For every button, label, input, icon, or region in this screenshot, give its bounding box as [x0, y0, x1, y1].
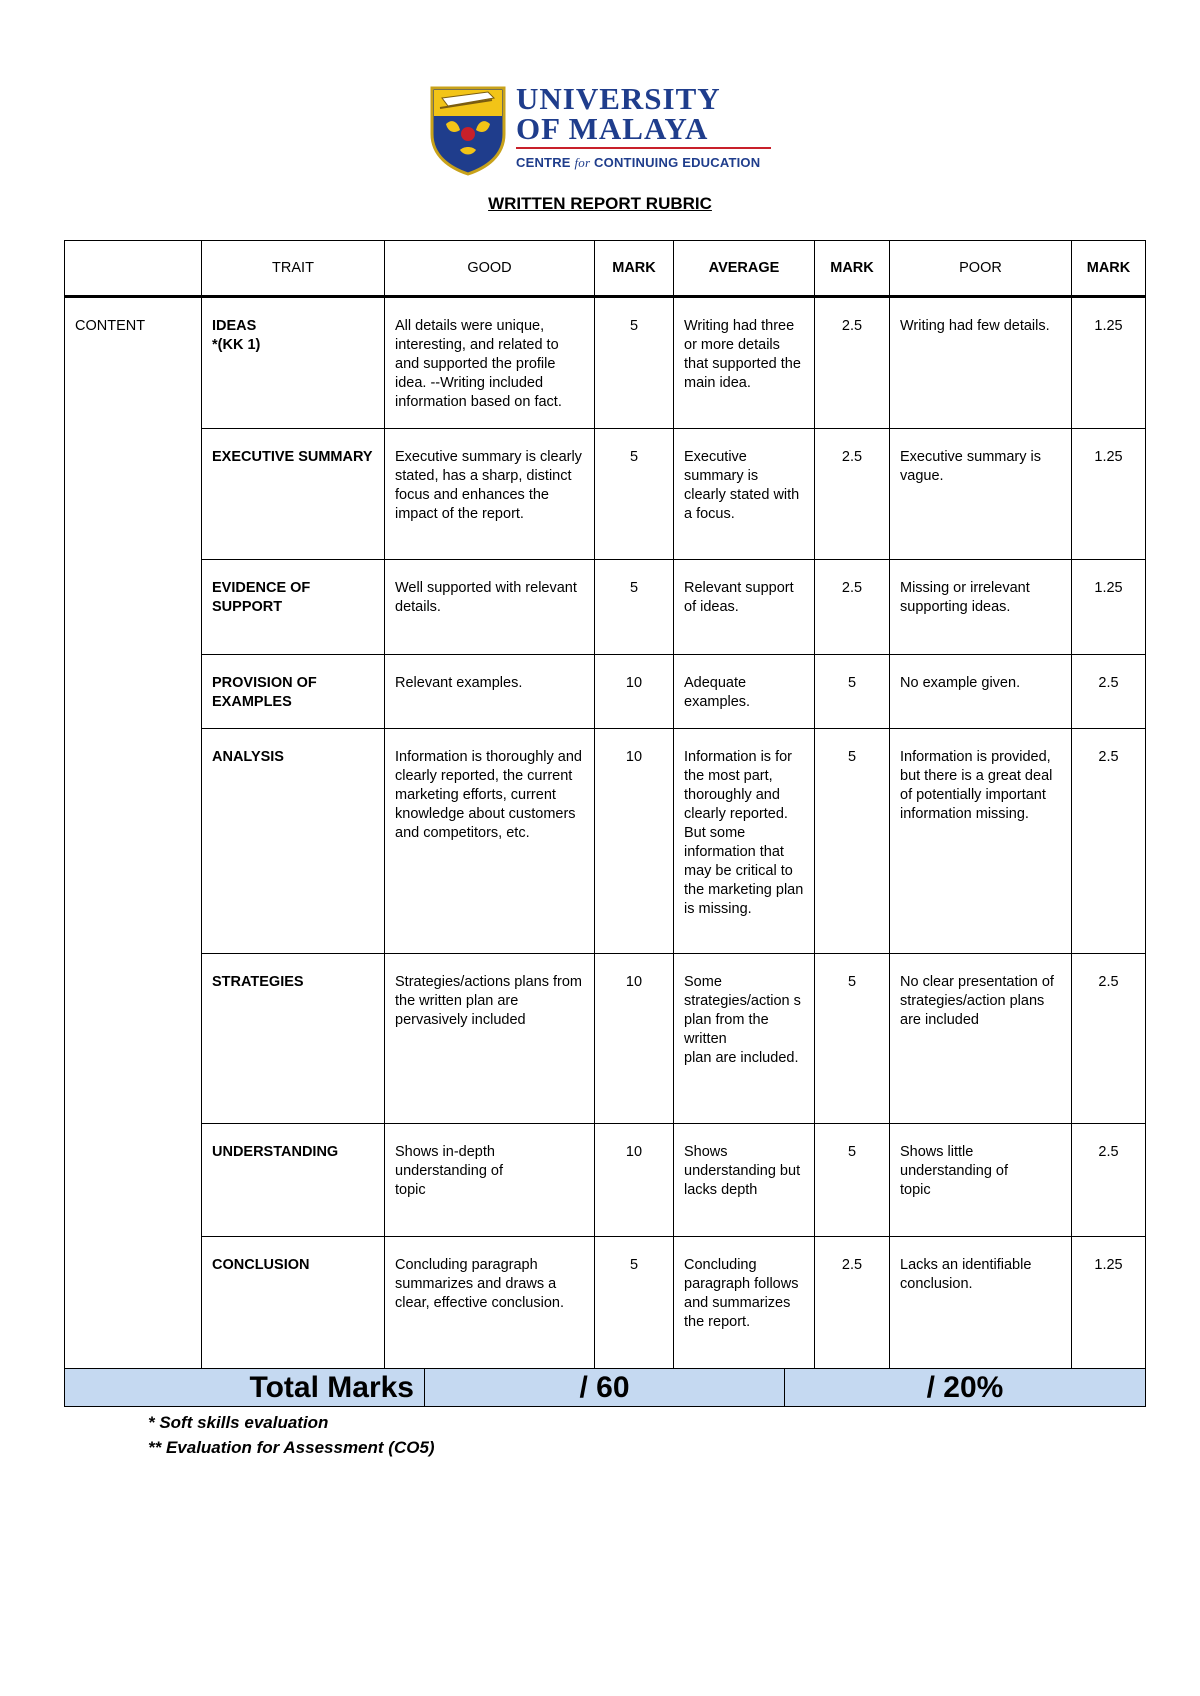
header-poor: POOR: [890, 241, 1072, 297]
poor-description: Executive summary is vague.: [890, 429, 1072, 560]
total-marks-label: Total Marks: [65, 1369, 425, 1407]
average-description: Writing had three or more details that supported the main idea.: [674, 297, 815, 429]
average-mark: 2.5: [815, 429, 890, 560]
footnote-soft-skills: * Soft skills evaluation: [148, 1413, 329, 1432]
poor-description: No example given.: [890, 655, 1072, 729]
good-mark: 10: [595, 1124, 674, 1237]
good-description: Information is thoroughly and clearly reported, the current marketing efforts, current knowledge about customers and competitors, etc.: [385, 729, 595, 954]
total-marks-out-of: / 60: [425, 1369, 785, 1407]
good-mark: 5: [595, 560, 674, 655]
header-good-mark: MARK: [595, 241, 674, 297]
table-row: [65, 560, 1146, 655]
average-mark: 5: [815, 729, 890, 954]
good-description: Relevant examples.: [385, 655, 595, 729]
document-title: WRITTEN REPORT RUBRIC: [488, 194, 712, 213]
good-description: Concluding paragraph summarizes and draws a clear, effective conclusion.: [385, 1237, 595, 1370]
average-mark: 2.5: [815, 1237, 890, 1370]
average-mark: 2.5: [815, 297, 890, 429]
trait-cell: CONCLUSION: [202, 1237, 385, 1370]
good-description: Well supported with relevant details.: [385, 560, 595, 655]
header-row: [65, 241, 1146, 297]
poor-description: No clear presentation of strategies/action plans are included: [890, 954, 1072, 1124]
poor-mark: 2.5: [1072, 729, 1146, 954]
good-mark: 10: [595, 729, 674, 954]
poor-mark: 1.25: [1072, 429, 1146, 560]
category-cell: CONTENT: [65, 297, 202, 1370]
average-description: Shows understanding but lacks depth: [674, 1124, 815, 1237]
poor-mark: 1.25: [1072, 560, 1146, 655]
average-mark: 5: [815, 655, 890, 729]
good-description: Executive summary is clearly stated, has a sharp, distinct focus and enhances the impact of the report.: [385, 429, 595, 560]
poor-mark: 1.25: [1072, 297, 1146, 429]
logo-subtitle: CENTRE for CONTINUING EDUCATION: [516, 155, 761, 170]
trait-cell: EXECUTIVE SUMMARY: [202, 429, 385, 560]
trait-cell: EVIDENCE OF SUPPORT: [202, 560, 385, 655]
poor-description: Shows little understanding of topic: [890, 1124, 1072, 1237]
total-marks-row: [64, 1368, 1146, 1407]
poor-mark: 2.5: [1072, 655, 1146, 729]
trait-cell: STRATEGIES: [202, 954, 385, 1124]
poor-description: Information is provided, but there is a great deal of potentially important information missing.: [890, 729, 1072, 954]
table-row: [65, 1124, 1146, 1237]
poor-mark: 1.25: [1072, 1237, 1146, 1370]
poor-mark: 2.5: [1072, 954, 1146, 1124]
trait-cell: IDEAS *(KK 1): [202, 297, 385, 429]
total-marks-percent: / 20%: [785, 1369, 1146, 1407]
header-good: GOOD: [385, 241, 595, 297]
trait-cell: ANALYSIS: [202, 729, 385, 954]
logo-line-of-malaya: OF MALAYA: [516, 111, 709, 146]
footnotes: [148, 1410, 435, 1460]
average-description: Concluding paragraph follows and summarizes the report.: [674, 1237, 815, 1370]
header-trait: TRAIT: [202, 241, 385, 297]
logo-line-university: UNIVERSITY: [516, 81, 721, 116]
table-row: [65, 655, 1146, 729]
header-average-mark: MARK: [815, 241, 890, 297]
average-description: Executive summary is clearly stated with a focus.: [674, 429, 815, 560]
average-description: Relevant support of ideas.: [674, 560, 815, 655]
poor-description: Writing had few details.: [890, 297, 1072, 429]
university-logo: [428, 81, 778, 176]
good-mark: 10: [595, 954, 674, 1124]
good-description: All details were unique, interesting, and related to and supported the profile idea. --Writing included information based on fact.: [385, 297, 595, 429]
rubric-table: [64, 240, 1146, 1370]
table-row: [65, 1237, 1146, 1370]
good-mark: 5: [595, 297, 674, 429]
table-row: [65, 297, 1146, 429]
good-mark: 5: [595, 1237, 674, 1370]
header-average: AVERAGE: [674, 241, 815, 297]
table-row: [65, 954, 1146, 1124]
logo-divider: [516, 147, 771, 149]
average-mark: 2.5: [815, 560, 890, 655]
poor-mark: 2.5: [1072, 1124, 1146, 1237]
average-description: Adequate examples.: [674, 655, 815, 729]
footnote-assessment: ** Evaluation for Assessment (CO5): [148, 1438, 435, 1457]
trait-cell: PROVISION OF EXAMPLES: [202, 655, 385, 729]
poor-description: Lacks an identifiable conclusion.: [890, 1237, 1072, 1370]
good-description: Shows in-depth understanding of topic: [385, 1124, 595, 1237]
trait-cell: UNDERSTANDING: [202, 1124, 385, 1237]
header-category: [65, 241, 202, 297]
good-mark: 10: [595, 655, 674, 729]
good-mark: 5: [595, 429, 674, 560]
average-mark: 5: [815, 1124, 890, 1237]
header-poor-mark: MARK: [1072, 241, 1146, 297]
table-row: [65, 729, 1146, 954]
table-row: [65, 429, 1146, 560]
crest-icon: [428, 84, 508, 176]
good-description: Strategies/actions plans from the written plan are pervasively included: [385, 954, 595, 1124]
average-description: Information is for the most part, thoroughly and clearly reported. But some information that may be critical to the marketing plan is missing.: [674, 729, 815, 954]
poor-description: Missing or irrelevant supporting ideas.: [890, 560, 1072, 655]
average-mark: 5: [815, 954, 890, 1124]
average-description: Some strategies/action s plan from the written plan are included.: [674, 954, 815, 1124]
